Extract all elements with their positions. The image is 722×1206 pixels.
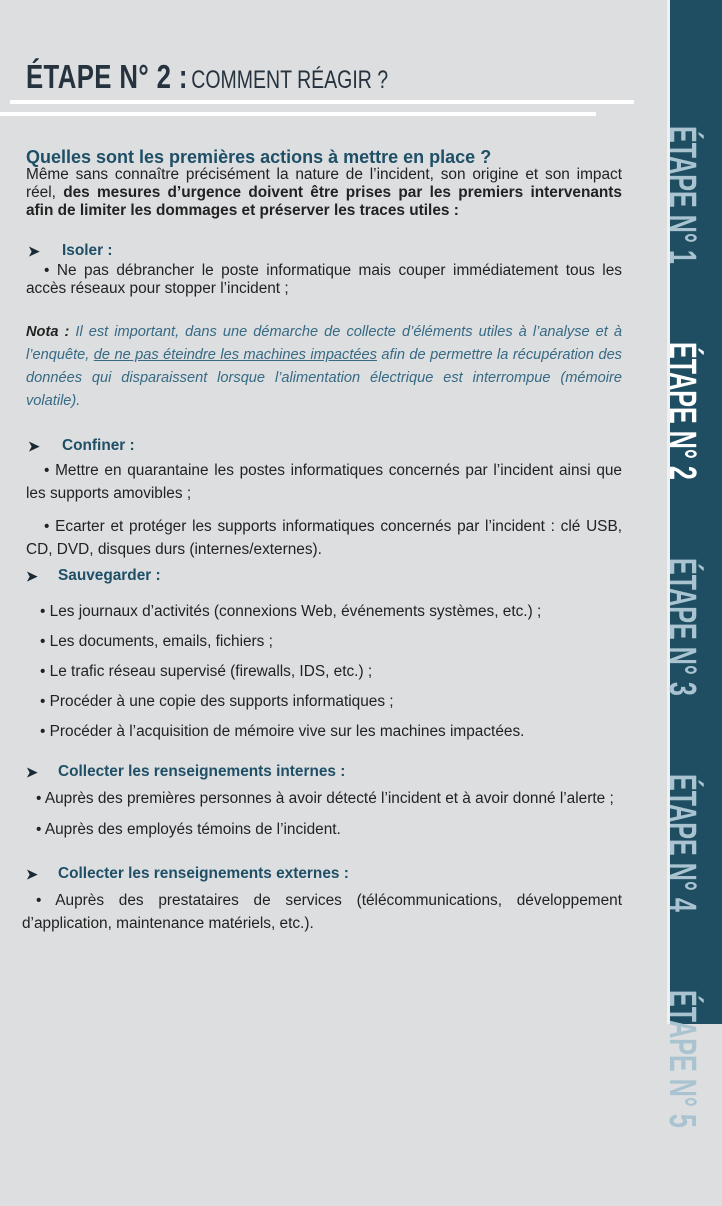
- list-item: • Ecarter et protéger les supports informatiques concernés par l’incident : clé USB, CD, DVD, disques durs (internes/externes).: [26, 518, 622, 558]
- title-question: COMMENT RÉAGIR ?: [191, 66, 389, 94]
- chevron-right-icon: ➤: [28, 438, 40, 454]
- section-confiner: [28, 437, 622, 455]
- section-sauvegarder: [26, 567, 622, 585]
- nota-label: Nota :: [26, 324, 70, 340]
- divider-bottom: [0, 112, 596, 116]
- intro-bold: des mesures d’urgence doivent être prises par les premiers intervenants afin de limiter les dommages et préserver les traces utiles :: [26, 184, 622, 219]
- section-label: Collecter les renseignements internes :: [58, 763, 346, 780]
- chevron-right-icon: ➤: [28, 243, 40, 259]
- chevron-right-icon: ➤: [26, 764, 38, 780]
- intro-normal: Même sans connaître précisément la nature de l’incident, son origine et son impact réel,: [26, 166, 622, 201]
- intro-paragraph: [26, 166, 622, 220]
- nota-paragraph: [26, 321, 622, 413]
- section-label: Confiner :: [62, 437, 135, 454]
- list-item: • Ne pas débrancher le poste informatique mais couper immédiatement tous les accès réseaux pour stopper l’incident ;: [26, 262, 622, 297]
- step-label-2: ÉTAPE N° 2: [661, 342, 703, 480]
- list-item: • Procéder à une copie des supports informatiques ;: [40, 693, 394, 710]
- step-label-3: ÉTAPE N° 3: [661, 558, 703, 696]
- main-content: [22, 147, 622, 935]
- step-sidebar: [661, 0, 722, 1128]
- step-label-4: ÉTAPE N° 4: [661, 774, 703, 912]
- section-heading: Quelles sont les premières actions à mettre en place ?: [26, 147, 492, 167]
- nota-underlined: de ne pas éteindre les machines impactées: [93, 347, 377, 363]
- list-item: • Le trafic réseau supervisé (firewalls, IDS, etc.) ;: [40, 663, 373, 680]
- section-internes: [26, 763, 622, 781]
- list-item: • Procéder à l’acquisition de mémoire vive sur les machines impactées.: [40, 723, 525, 740]
- chevron-right-icon: ➤: [26, 568, 38, 584]
- list-item: • Les documents, emails, fichiers ;: [40, 633, 273, 650]
- section-label: Collecter les renseignements externes :: [58, 865, 349, 882]
- nota-before: Il est important, dans une démarche de collecte d’éléments utiles à l’analyse et à l’enquête,: [26, 324, 622, 363]
- list-item: • Les journaux d’activités (connexions Web, événements systèmes, etc.) ;: [40, 603, 542, 620]
- list-item: • Auprès des premières personnes à avoir détecté l’incident et à avoir donné l’alerte ;: [36, 790, 614, 807]
- divider-top: [10, 100, 634, 104]
- step-label-1: ÉTAPE N° 1: [661, 126, 703, 264]
- list-item: • Auprès des employés témoins de l’incident.: [36, 821, 341, 838]
- chevron-right-icon: ➤: [26, 866, 38, 882]
- page-title: [26, 58, 388, 96]
- step-label-5: ÉTAPE N° 5: [661, 990, 703, 1128]
- list-item: • Mettre en quarantaine les postes informatiques concernés par l’incident ainsi que les supports amovibles ;: [26, 462, 622, 502]
- nota-after: afin de permettre la récupération des données qui disparaissent lorsque l’alimentation électrique est interrompue (mémoire volatile).: [26, 347, 622, 409]
- section-label: Isoler :: [62, 242, 113, 259]
- list-item: • Auprès des prestataires de services (télécommunications, développement d’application, maintenance matériels, etc.).: [22, 892, 622, 932]
- section-isoler: [28, 242, 622, 260]
- section-label: Sauvegarder :: [58, 567, 161, 584]
- section-externes: [26, 865, 622, 883]
- title-step: ÉTAPE N° 2 :: [26, 58, 188, 95]
